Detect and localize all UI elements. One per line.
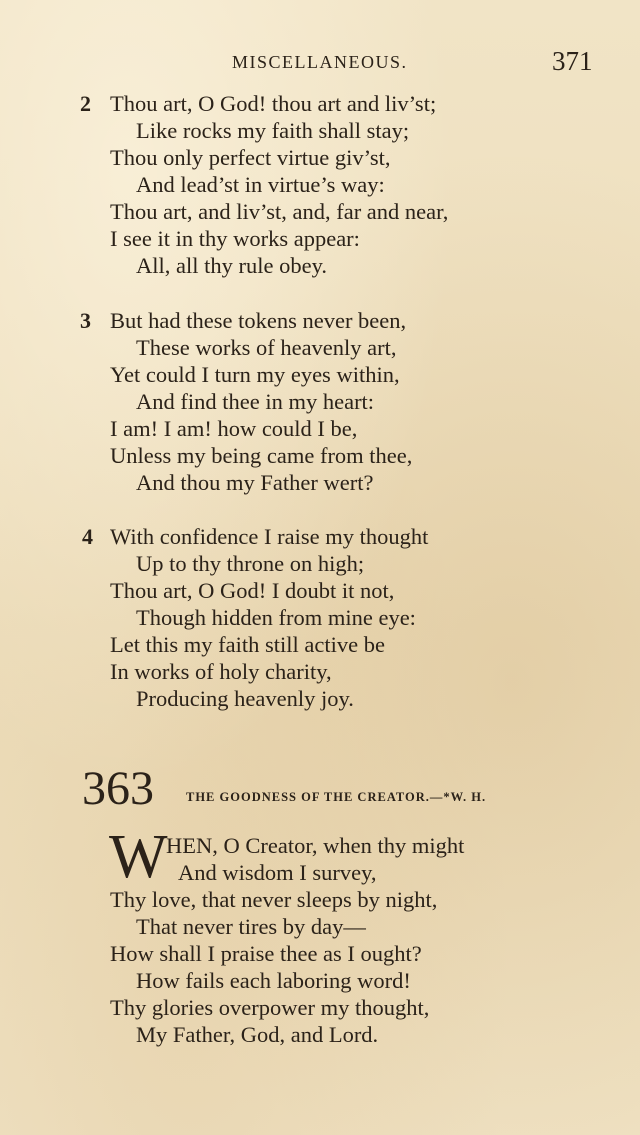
- verse-line: These works of heavenly art,: [136, 335, 397, 360]
- running-head: MISCELLANEOUS.: [232, 52, 408, 72]
- verse-line: Thy glories overpower my thought,: [110, 995, 430, 1020]
- verse-line: Let this my faith still active be: [110, 632, 385, 657]
- verse-line: And find thee in my heart:: [136, 389, 375, 414]
- verse-line: Though hidden from mine eye:: [136, 605, 416, 630]
- verse-line: But had these tokens never been,: [110, 308, 407, 333]
- stanza-number: 3: [80, 308, 91, 333]
- verse-line: And wisdom I survey,: [178, 860, 377, 885]
- verse-line: That never tires by day—: [136, 914, 366, 939]
- verse-line: How shall I praise thee as I ought?: [110, 941, 422, 966]
- verse-line: I see it in thy works appear:: [110, 226, 360, 251]
- verse-line: All, all thy rule obey.: [136, 253, 327, 278]
- verse-line: HEN, O Creator, when thy might: [166, 833, 465, 858]
- stanza-number: 2: [80, 91, 91, 116]
- verse-line: Producing heavenly joy.: [136, 686, 354, 711]
- hymn-number: 363: [82, 762, 154, 815]
- verse-line: Thy love, that never sleeps by night,: [110, 887, 438, 912]
- stanza-number: 4: [82, 524, 93, 549]
- verse-line: With confidence I raise my thought: [110, 524, 429, 549]
- verse-line: Like rocks my faith shall stay;: [136, 118, 410, 143]
- hymn-title: THE GOODNESS OF THE CREATOR.—*W. H.: [186, 790, 487, 804]
- verse-line: Thou art, and liv’st, and, far and near,: [110, 199, 449, 224]
- verse-line: And thou my Father wert?: [136, 470, 374, 495]
- verse-line: My Father, God, and Lord.: [136, 1022, 379, 1047]
- verse-line: Thou art, O God! thou art and liv’st;: [110, 91, 437, 116]
- verse-line: I am! I am! how could I be,: [110, 416, 358, 441]
- verse-line: Up to thy throne on high;: [136, 551, 365, 576]
- verse-line: Thou art, O God! I doubt it not,: [110, 578, 395, 603]
- verse-line: How fails each laboring word!: [136, 968, 411, 993]
- verse-line: Unless my being came from thee,: [110, 443, 413, 468]
- page-number: 371: [552, 46, 593, 76]
- drop-cap: W: [109, 823, 168, 891]
- page-header: [0, 46, 640, 76]
- verse-line: Thou only perfect virtue giv’st,: [110, 145, 391, 170]
- verse-line: Yet could I turn my eyes within,: [110, 362, 400, 387]
- verse-line: And lead’st in virtue’s way:: [136, 172, 385, 197]
- verse-line: In works of holy charity,: [110, 659, 332, 684]
